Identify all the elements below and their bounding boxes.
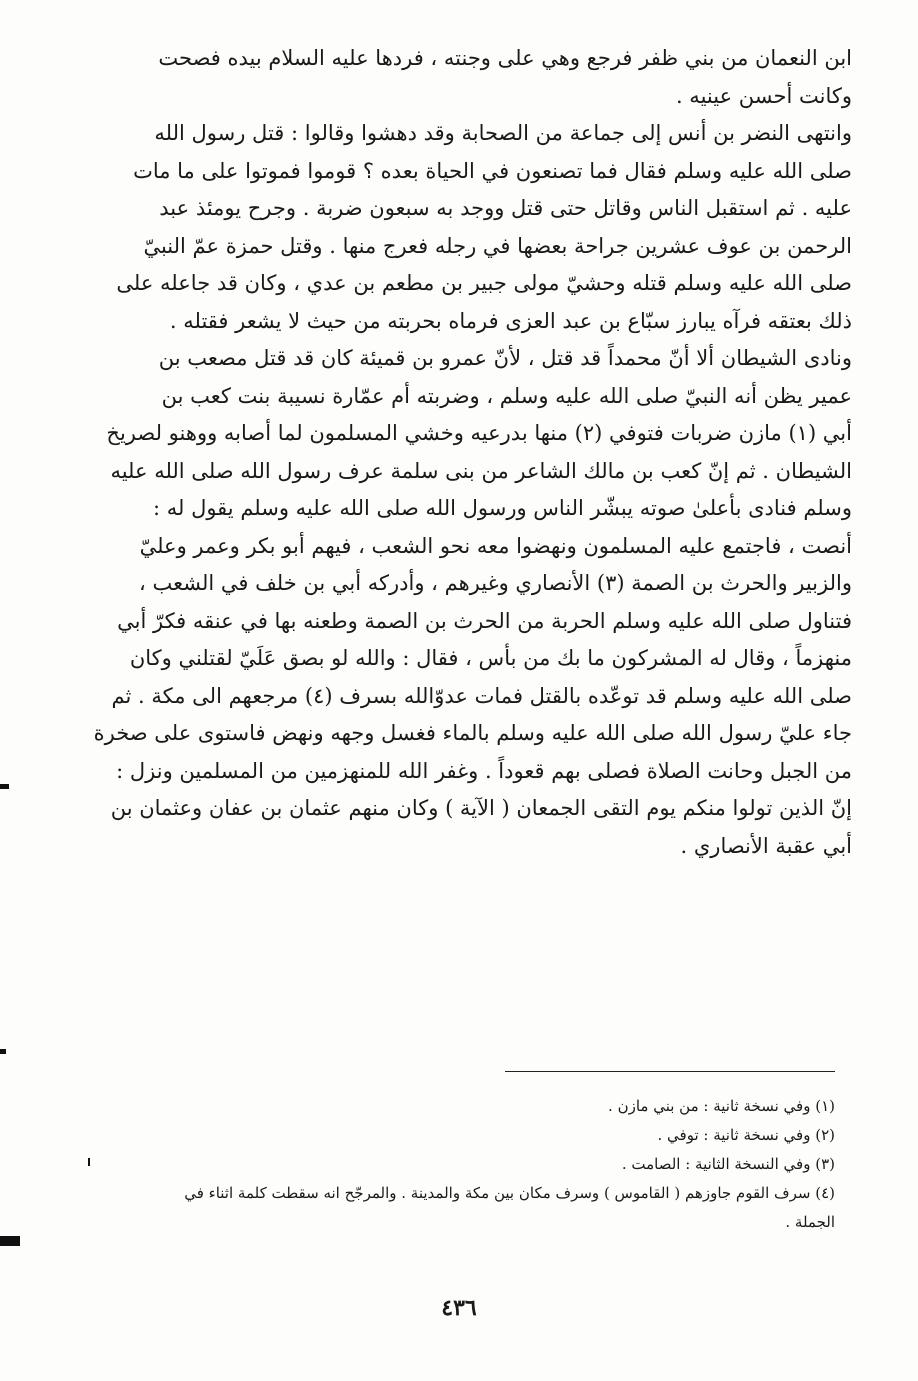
scan-artifact (0, 1049, 6, 1054)
text-line: جاء عليّ رسول الله صلى الله عليه وسلم بالماء فغسل وجهه ونهض فاستوى على صخرة (93, 721, 852, 745)
page-number: ٤٣٦ (441, 1295, 477, 1321)
text-line: أبي عقبة الأنصاري . (680, 833, 852, 858)
scan-artifact (0, 1236, 20, 1246)
text-line: عمير يظن أنه النبيّ صلى الله عليه وسلم ، وضربته أم عمّارة نسيبة بنت كعب بن (161, 383, 852, 408)
text-line: الرحمن بن عوف عشرين جراحة بعضها في رجله فعرج منها . وقتل حمزة عمّ النبيّ (143, 233, 852, 258)
text-line: منهزماً ، وقال له المشركون ما بك من بأس ، فقال : والله لو بصق عَلَيّ لقتلني وكان (129, 646, 852, 670)
text-line: وانتهى النضر بن أنس إلى جماعة من الصحابة وقد دهشوا وقالوا : قتل رسول الله (154, 121, 852, 145)
text-line: إنّ الذين تولوا منكم يوم التقى الجمعان ( الآية ) وكان منهم عثمان بن عفان وعثمان بن (110, 796, 852, 820)
text-line: وكانت أحسن عينيه . (675, 83, 852, 108)
text-line: وسلم فنادى بأعلىٰ صوته يبشّر الناس ورسول الله صلى الله عليه وسلم يقول له : (152, 496, 852, 520)
footnote: الجملة . (785, 1213, 835, 1231)
scan-artifact (0, 784, 9, 789)
text-line: أبي (١) مازن ضربات فتوفي (٢) منها بدرعيه وخشي المسلمون لما أصابه ووهنو لصريخ (106, 421, 852, 445)
scan-artifact (88, 1158, 90, 1166)
text-line: ونادى الشيطان ألا أنّ محمداً قد قتل ، لأنّ عمرو بن قميئة كان قد قتل مصعب بن (158, 346, 852, 370)
text-line: ذلك بعتقه فرآه يبارز سبّاع بن عبد العزى فرماه بحربته من حيث لا يشعر فقتله . (169, 308, 852, 333)
footnote: (٣) وفي النسخة الثانية : الصامت . (621, 1155, 835, 1173)
footnote: (١) وفي نسخة ثانية : من بني مازن . (608, 1097, 835, 1115)
footnotes (80, 1092, 835, 1237)
text-line: فتناول صلى الله عليه وسلم الحربة من الحرث بن الصمة وطعنه بها في عنقه فكرّ أبي (117, 608, 852, 633)
text-line: صلى الله عليه وسلم قد توعّده بالقتل فمات عدوّالله بسرف (٤) مرجعهم الى مكة . ثم (111, 683, 852, 708)
text-line: من الجبل وحانت الصلاة فصلى بهم قعوداً . وغفر الله للمنهزمين من المسلمين ونزل : (116, 758, 852, 783)
text-line: صلى الله عليه وسلم قتله وحشيّ مولى جبير بن مطعم بن عدي ، وكان قد جاعله على (116, 271, 852, 295)
footnote: (٤) سرف القوم جاوزهم ( القاموس ) وسرف مكان بين مكة والمدينة . والمرجّح انه سقطت كلمة اثناء في (184, 1184, 835, 1202)
footnote-separator (505, 1071, 835, 1072)
text-line: عليه . ثم استقبل الناس وقاتل حتى قتل ووجد به سبعون ضربة . وجرح يومئذ عبد (159, 196, 852, 220)
text-line: الشيطان . ثم إنّ كعب بن مالك الشاعر من بنى سلمة عرف رسول الله صلى الله عليه (110, 458, 852, 483)
footnote: (٢) وفي نسخة ثانية : توفي . (657, 1126, 835, 1144)
text-line: صلى الله عليه وسلم فقال فما تصنعون في الحياة بعده ؟ قوموا فموتوا على ما مات (133, 158, 852, 183)
main-text (70, 40, 852, 865)
text-line: أنصت ، فاجتمع عليه المسلمون ونهضوا معه نحو الشعب ، فيهم أبو بكر وعمر وعليّ (139, 533, 852, 558)
text-line: والزبير والحرث بن الصمة (٣) الأنصاري وغيرهم ، وأدركه أبي بن خلف في الشعب ، (139, 571, 852, 595)
text-line: ابن النعمان من بني ظفر فرجع وهي على وجنته ، فردها عليه السلام بيده فصحت (158, 46, 852, 70)
